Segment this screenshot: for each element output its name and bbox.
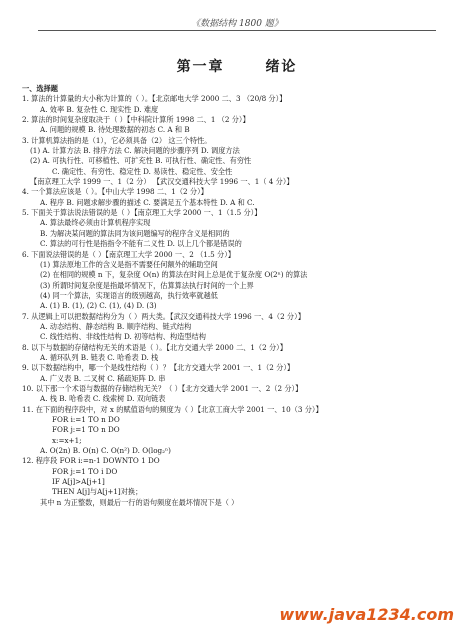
- text-line: A. 循环队列 B. 链表 C. 哈希表 D. 栈: [40, 352, 159, 362]
- text-line: 12. 程序段 FOR i:=n-1 DOWNTO 1 DO: [22, 456, 160, 466]
- text-line: x:=x+1;: [52, 435, 82, 445]
- text-line: A. 栈 B. 哈希表 C. 线索树 D. 双向链表: [40, 394, 166, 404]
- watermark: www.java1234.com: [279, 605, 454, 624]
- text-line: 【南京理工大学 1999 一、1（2 分） 【武汉交通科技大学 1996 一、1（ 4 分）】: [30, 177, 294, 187]
- chapter-title: [0, 56, 474, 76]
- text-line: 11. 在下面的程序段中，对 x 的赋值语句的频度为（ ）【北京工商大学 2001 一、10（3 分）】: [22, 404, 323, 414]
- text-line: A. 问题的规模 B. 待处理数据的初态 C. A 和 B: [40, 125, 190, 135]
- text-line: 4. 一个算法应该是（ ）。【中山大学 1998 二、1（2 分）】: [22, 187, 208, 197]
- text-line: FOR j:=1 TO i DO: [52, 466, 118, 476]
- text-line: (2) A. 可执行性、可移植性、可扩充性 B. 可执行性、确定性、有穷性: [30, 156, 252, 166]
- text-line: 2. 算法的时间复杂度取决于（ ）【中科院计算所 1998 二、1 （2 分）】: [22, 115, 250, 125]
- text-line: 6. 下面说法错误的是（ ）【南京理工大学 2000 一、2 （1.5 分）】: [22, 249, 235, 259]
- text-line: (1) A. 计算方法 B. 排序方法 C. 解决问题的步骤序列 D. 调度方法: [30, 146, 240, 156]
- text-line: 9. 以下数据结构中，哪一个是线性结构（ ）？【北方交通大学 2001 一、1（2 分）】: [22, 363, 295, 373]
- text-line: 3. 计算机算法指的是（1），它必须具备（2） 这三个特性。: [22, 135, 212, 145]
- text-line: FOR j:=1 TO n DO: [52, 425, 120, 435]
- chapter-number: 第一章: [176, 59, 225, 75]
- text-line: A. 动态结构、静态结构 B. 顺序结构、链式结构: [40, 321, 192, 331]
- text-line: A. O(2n) B. O(n) C. O(n²) D. O(log₂ⁿ): [40, 446, 171, 456]
- text-line: A. (1) B. (1), (2) C. (1), (4) D. (3): [40, 301, 157, 311]
- text-line: B. 为解决某问题的算法同为该问题编写的程序含义是相同的: [40, 228, 230, 238]
- chapter-name: 绪论: [265, 59, 298, 75]
- text-line: (4) 同一个算法，实现语言的级别越高，执行效率就越低: [40, 290, 218, 300]
- text-line: THEN A[j]与A[j+1]对换；: [52, 487, 143, 497]
- text-line: A. 程序 B. 问题求解步骤的描述 C. 要满足五个基本特性 D. A 和 C.: [40, 197, 255, 207]
- text-line: FOR i:=1 TO n DO: [52, 415, 120, 424]
- text-line: 其中 n 为正整数，则最后一行的语句频度在最坏情况下是（ ）: [40, 497, 239, 507]
- text-line: (3) 所谓时间复杂度是指最坏情况下，估算算法执行时间的一个上界: [40, 280, 254, 290]
- question-list: [22, 84, 458, 508]
- text-line: C. 确定性、有穷性、稳定性 D. 易读性、稳定性、安全性: [52, 166, 233, 176]
- header-rule: [38, 30, 436, 31]
- text-line: A. 广义表 B. 二叉树 C. 稀疏矩阵 D. 串: [40, 373, 166, 383]
- text-line: IF A[j]>A[j+1]: [52, 477, 105, 487]
- text-line: 5. 下面关于算法说法错误的是（ ）【南京理工大学 2000 一、1（1.5 分）】: [22, 208, 262, 218]
- text-line: 10. 以下那一个术语与数据的存储结构无关？（ ）【北方交通大学 2001 一、2（2 分）】: [22, 383, 303, 393]
- text-line: 1. 算法的计算量的大小称为计算的（ ）。【北京邮电大学 2000 二、3 （20/8 分）】: [22, 94, 287, 104]
- section-heading: 一、选择题: [22, 84, 58, 93]
- text-line: (1) 算法原地工作的含义是指不需要任何额外的辅助空间: [40, 259, 218, 269]
- text-line: (2) 在相同的规模 n 下，复杂度 O(n) 的算法在时间上总是优于复杂度 O(2ⁿ) 的算法: [40, 270, 308, 280]
- page-header: 《数据结构 1800 题》: [191, 19, 283, 29]
- text-line: C. 线性结构、非线性结构 D. 初等结构、构造型结构: [40, 332, 206, 342]
- text-line: C. 算法的可行性是指指令不能有二义性 D. 以上几个都是错误的: [40, 239, 242, 249]
- text-line: A. 效率 B. 复杂性 C. 现实性 D. 难度: [40, 104, 159, 114]
- text-line: 8. 以下与数据的存储结构无关的术语是（ ）。【北方交通大学 2000 二、1（2 分）】: [22, 342, 287, 352]
- text-line: 7. 从逻辑上可以把数据结构分为（ ）两大类。【武汉交通科技大学 1996 一、4（2 分）】: [22, 311, 305, 321]
- text-line: A. 算法最终必须由计算机程序实现: [40, 218, 151, 228]
